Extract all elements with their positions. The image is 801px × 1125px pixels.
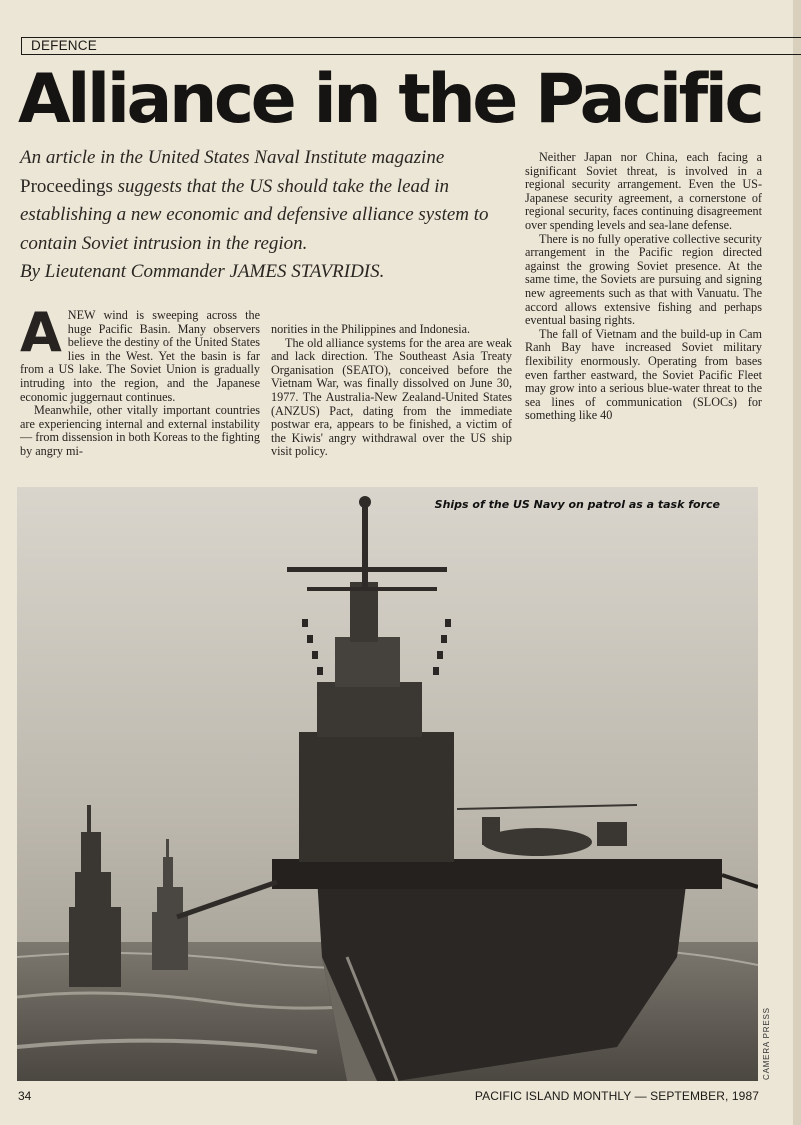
photo-caption: Ships of the US Navy on patrol as a task force	[434, 498, 720, 511]
photo-credit: CAMERA PRESS	[762, 1007, 771, 1080]
paragraph-4: The old alliance systems for the area are weak and lack direction. The Southeast Asia Treaty Organisation (SEATO), conceived before the Vietnam War, was finally dissolved on June 30, 1977. The Australia-New Zealand-United States (ANZUS) Pact, dating from the immediate postwar era, appears to be finished, a victim of the Kiwis' angry withdrawal over the US ship visit policy.	[271, 335, 512, 459]
warship-illustration	[17, 487, 758, 1081]
paragraph-3: norities in the Philippines and Indonesia.	[271, 322, 471, 336]
standfirst-lead: An article in the United States Naval Institute magazine	[20, 147, 445, 168]
section-header	[21, 37, 801, 55]
page-number: 34	[18, 1089, 32, 1103]
byline: By Lieutenant Commander JAMES STAVRIDIS.	[20, 261, 385, 282]
standfirst-text	[20, 144, 512, 258]
magazine-name: Proceedings	[20, 175, 113, 197]
paragraph-1	[20, 301, 260, 404]
publication-footer: PACIFIC ISLAND MONTHLY — SEPTEMBER, 1987	[474, 1089, 759, 1103]
paragraph-2: Meanwhile, other vitally important countries are experiencing internal and external instability — from dissension in both Koreas to the fighting by angry mi-	[20, 403, 260, 458]
article-title: Alliance in the Pacific	[18, 60, 762, 139]
body-column-1	[20, 301, 260, 459]
paragraph-1-text: NEW wind is sweeping across the huge Pacific Basin. Many observers believe the destiny of the United States lies in the West. Yet the basin is far from a US lake. The Soviet Union is gradually intruding into the region, and the Japanese economic juggernaut continues.	[20, 308, 260, 404]
body-column-2	[271, 323, 512, 459]
paragraph-6: There is no fully operative collective security arrangement in the Pacific region directed against the growing Soviet presence. At the same time, the Soviets are pursuing and signing new agreements such as that with Vanuatu. The accord allows extensive fishing and perhaps eventual basing rights.	[525, 231, 762, 328]
standfirst-rest: suggests that the US should take the lead in establishing a new economic and defensive alliance system to contain Soviet intrusion in the region.	[20, 175, 489, 254]
page-edge	[793, 0, 801, 1125]
photo-ships	[17, 487, 758, 1081]
paragraph-7: The fall of Vietnam and the build-up in Cam Ranh Bay have increased Soviet military flexibility enormously. Operating from bases even farther eastward, the Soviet Pacific Fleet may grow into a serious blue-water threat to the sea lines of communication (SLOCs) for something like 40	[525, 326, 762, 423]
drop-cap: A	[20, 301, 62, 364]
body-column-3	[525, 151, 762, 423]
paragraph-5: Neither Japan nor China, each facing a significant Soviet threat, is involved in a regional security arrangement. Even the US-Japanese security agreement, a cornerstone of regional security, faces continuing disagreement over spending levels and sea-lane defense.	[525, 150, 762, 232]
section-label: DEFENCE	[31, 38, 97, 53]
standfirst	[20, 144, 512, 287]
